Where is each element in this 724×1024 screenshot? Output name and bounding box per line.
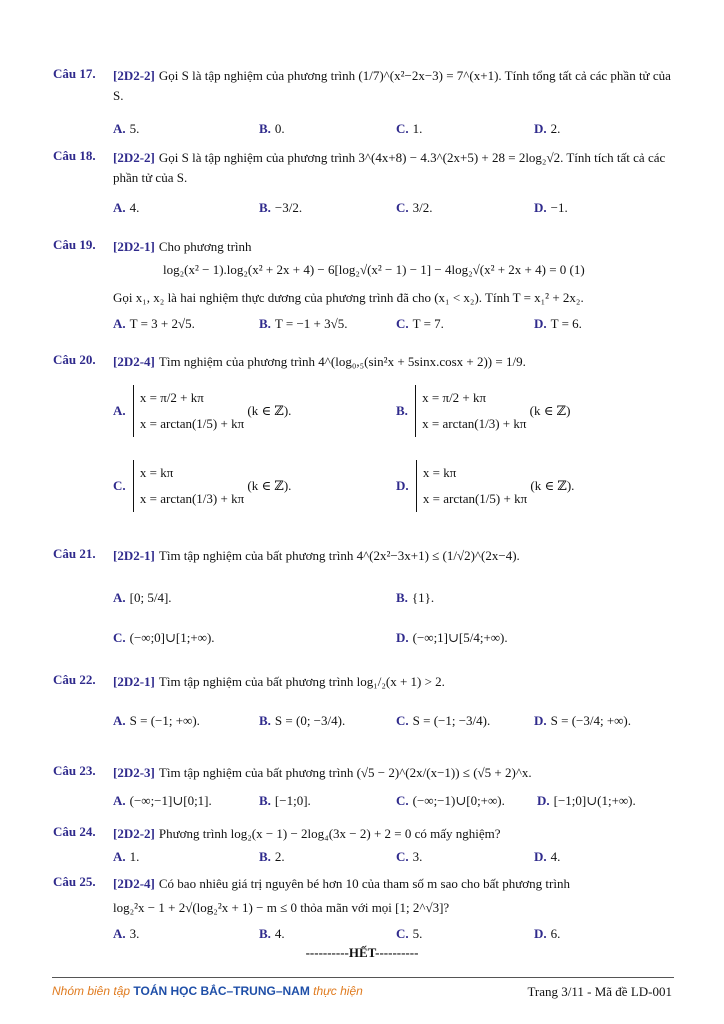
question-tag: [2D2-1] bbox=[113, 674, 155, 689]
question-text: Gọi S là tập nghiệm của phương trình (1/7)^(x²−2x−3) = 7^(x+1). Tính tổng tất cả các phần tử của S. bbox=[113, 68, 671, 103]
options-18 bbox=[113, 200, 675, 220]
option-d[interactable]: D. S = (−3/4; +∞). bbox=[534, 713, 632, 728]
option-b[interactable]: B. S = (0; −3/4). bbox=[259, 713, 346, 728]
option-c[interactable]: C. (−∞;0]∪[1;+∞). bbox=[113, 630, 215, 645]
page-number: Trang 3/11 - Mã đề LD-001 bbox=[527, 984, 672, 999]
options-25 bbox=[113, 926, 675, 946]
option-b[interactable]: B. x = π/2 + kπ x = arctan(1/3) + kπ (k ∈ ℤ) bbox=[396, 385, 676, 437]
options-22 bbox=[113, 713, 675, 733]
question-tag: [2D2-4] bbox=[113, 876, 155, 891]
option-b[interactable]: B. 2. bbox=[259, 849, 285, 864]
option-c[interactable]: C. 5. bbox=[396, 926, 423, 941]
option-b[interactable]: B. T = −1 + 3√5. bbox=[259, 316, 348, 331]
option-d[interactable]: D. 4. bbox=[534, 849, 561, 864]
question-text: Gọi S là tập nghiệm của phương trình 3^(4x+8) − 4.3^(2x+5) + 28 = 2log₂√2. Tính tích tất cả các phần tử của S. bbox=[113, 150, 666, 185]
question-text: Tìm tập nghiệm của bất phương trình (√5 − 2)^(2x/(x−1)) ≤ (√5 + 2)^x. bbox=[158, 765, 532, 780]
question-text: Cho phương trình bbox=[158, 239, 252, 254]
option-a[interactable]: A. (−∞;−1]∪[0;1]. bbox=[113, 793, 212, 808]
options-24 bbox=[113, 849, 675, 869]
option-a[interactable]: A. [0; 5/4]. bbox=[113, 590, 172, 605]
option-d[interactable]: D. 2. bbox=[534, 121, 561, 136]
options-21b bbox=[113, 630, 675, 650]
option-d[interactable]: D. 6. bbox=[534, 926, 561, 941]
options-21a bbox=[113, 590, 675, 610]
question-tag: [2D2-1] bbox=[113, 548, 155, 563]
option-c[interactable]: C. x = kπ x = arctan(1/3) + kπ (k ∈ ℤ). bbox=[113, 460, 393, 512]
question-tag: [2D2-2] bbox=[113, 150, 155, 165]
question-text: Có bao nhiêu giá trị nguyên bé hơn 10 của tham số m sao cho bất phương trình bbox=[158, 876, 570, 891]
option-b[interactable]: B. 4. bbox=[259, 926, 285, 941]
question-tag: [2D2-2] bbox=[113, 826, 155, 841]
option-c[interactable]: C. 3. bbox=[396, 849, 423, 864]
question-text: Phương trình log₂(x − 1) − 2log₄(3x − 2) + 2 = 0 có mấy nghiệm? bbox=[158, 826, 501, 841]
option-d[interactable]: D. (−∞;1]∪[5/4;+∞). bbox=[396, 630, 508, 645]
formula-19: log₂(x² − 1).log₂(x² + 2x + 4) − 6[log₂√(x² − 1) − 1] − 4log₂√(x² + 2x + 4) = 0 (1) bbox=[163, 262, 585, 277]
question-text: Tìm nghiệm của phương trình 4^(log₀,₅(sin²x + 5sinx.cosx + 2)) = 1/9. bbox=[158, 354, 526, 369]
question-number: Câu 24. bbox=[53, 824, 96, 839]
option-a[interactable]: A. S = (−1; +∞). bbox=[113, 713, 200, 728]
option-d[interactable]: D. x = kπ x = arctan(1/5) + kπ (k ∈ ℤ). bbox=[396, 460, 676, 512]
option-d[interactable]: D. [−1;0]∪(1;+∞). bbox=[537, 793, 636, 808]
footer-credit: Nhóm biên tập TOÁN HỌC BẮC–TRUNG–NAM thực hiện bbox=[52, 984, 363, 998]
options-19 bbox=[113, 316, 675, 336]
question-tag: [2D2-2] bbox=[113, 68, 155, 83]
question-tag: [2D2-3] bbox=[113, 765, 155, 780]
question-number: Câu 23. bbox=[53, 763, 96, 778]
question-text: Tìm tập nghiệm của bất phương trình log₁/₂(x + 1) > 2. bbox=[158, 674, 445, 689]
option-a[interactable]: A. T = 3 + 2√5. bbox=[113, 316, 195, 331]
options-23 bbox=[113, 793, 675, 813]
option-c[interactable]: C. (−∞;−1)∪[0;+∞). bbox=[396, 793, 505, 808]
question-number: Câu 19. bbox=[53, 237, 96, 252]
option-c[interactable]: C. S = (−1; −3/4). bbox=[396, 713, 491, 728]
question-number: Câu 20. bbox=[53, 352, 96, 367]
question-number: Câu 22. bbox=[53, 672, 96, 687]
end-marker: ----------HẾT---------- bbox=[305, 945, 419, 960]
footer-divider bbox=[52, 977, 674, 978]
question-number: Câu 21. bbox=[53, 546, 96, 561]
option-b[interactable]: B. {1}. bbox=[396, 590, 435, 605]
option-c[interactable]: C. 1. bbox=[396, 121, 423, 136]
option-a[interactable]: A. 1. bbox=[113, 849, 140, 864]
option-b[interactable]: B. −3/2. bbox=[259, 200, 303, 215]
option-b[interactable]: B. 0. bbox=[259, 121, 285, 136]
question-text-2: log₂²x − 1 + 2√(log₂²x + 1) − m ≤ 0 thỏa mãn với mọi [1; 2^√3]? bbox=[113, 900, 450, 915]
question-text: Tìm tập nghiệm của bất phương trình 4^(2x²−3x+1) ≤ (1/√2)^(2x−4). bbox=[158, 548, 520, 563]
option-b[interactable]: B. [−1;0]. bbox=[259, 793, 311, 808]
option-d[interactable]: D. −1. bbox=[534, 200, 568, 215]
question-number: Câu 18. bbox=[53, 148, 96, 163]
options-17 bbox=[113, 121, 675, 141]
option-a[interactable]: A. 3. bbox=[113, 926, 140, 941]
question-tag: [2D2-4] bbox=[113, 354, 155, 369]
question-tag: [2D2-1] bbox=[113, 239, 155, 254]
option-a[interactable]: A. 5. bbox=[113, 121, 140, 136]
option-a[interactable]: A. x = π/2 + kπ x = arctan(1/5) + kπ (k ∈ ℤ). bbox=[113, 385, 393, 437]
option-d[interactable]: D. T = 6. bbox=[534, 316, 582, 331]
question-number: Câu 17. bbox=[53, 66, 96, 81]
question-text-2: Gọi x₁, x₂ là hai nghiệm thực dương của phương trình đã cho (x₁ < x₂). Tính T = x₁² + 2x₂. bbox=[113, 290, 584, 305]
option-a[interactable]: A. 4. bbox=[113, 200, 140, 215]
option-c[interactable]: C. 3/2. bbox=[396, 200, 433, 215]
option-c[interactable]: C. T = 7. bbox=[396, 316, 444, 331]
question-number: Câu 25. bbox=[53, 874, 96, 889]
